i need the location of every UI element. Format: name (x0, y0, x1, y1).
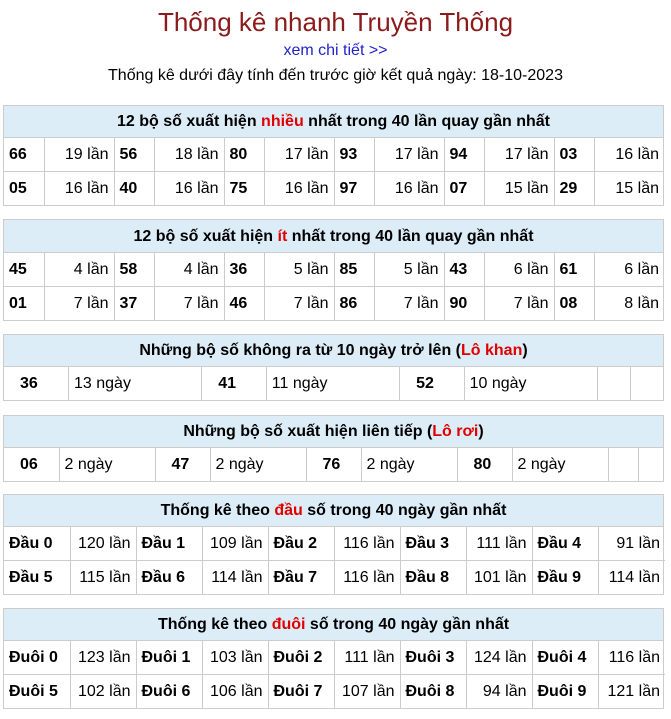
number-cell: 06 (4, 448, 59, 481)
number-cell: 76 (306, 448, 361, 481)
number-cell: 03 (554, 138, 594, 172)
days-cell: 2 ngày (59, 448, 155, 481)
table-row (4, 641, 665, 675)
number-cell: 93 (334, 138, 374, 172)
count-cell: 120 lần (70, 527, 136, 561)
number-cell: 90 (444, 287, 484, 321)
number-cell: 86 (334, 287, 374, 321)
duoi-label-cell: Đuôi 2 (268, 641, 334, 675)
number-cell: 85 (334, 253, 374, 287)
count-cell: 6 lần (594, 253, 664, 287)
dau-label-cell: Đầu 2 (268, 527, 334, 561)
number-cell: 47 (155, 448, 210, 481)
section-heading: Những bộ số không ra từ 10 ngày trở lên (Lô khan) (4, 335, 663, 367)
count-cell: 111 lần (466, 527, 532, 561)
count-cell: 102 lần (70, 675, 136, 709)
duoi-label-cell: Đuôi 1 (136, 641, 202, 675)
count-cell: 8 lần (594, 287, 664, 321)
number-cell: 80 (224, 138, 264, 172)
count-cell: 7 lần (44, 287, 114, 321)
count-cell: 106 lần (202, 675, 268, 709)
duoi-label-cell: Đuôi 3 (400, 641, 466, 675)
table-row (4, 527, 665, 561)
count-cell: 116 lần (598, 641, 665, 675)
count-cell: 103 lần (202, 641, 268, 675)
duoi-label-cell: Đuôi 0 (4, 641, 70, 675)
count-cell: 5 lần (374, 253, 444, 287)
number-cell: 97 (334, 172, 374, 206)
count-cell: 101 lần (466, 561, 532, 595)
count-cell: 16 lần (264, 172, 334, 206)
highlight-word: ít (277, 228, 288, 245)
highlight-word: Lô rơi (432, 423, 479, 440)
count-cell: 123 lần (70, 641, 136, 675)
count-cell: 116 lần (334, 561, 400, 595)
empty-cell (597, 367, 630, 400)
count-cell: 114 lần (202, 561, 268, 595)
count-cell: 116 lần (334, 527, 400, 561)
count-cell: 18 lần (154, 138, 224, 172)
duoi-label-cell: Đuôi 7 (268, 675, 334, 709)
count-cell: 5 lần (264, 253, 334, 287)
lo-khan-table (4, 367, 663, 400)
count-cell: 94 lần (466, 675, 532, 709)
number-cell: 40 (114, 172, 154, 206)
number-cell: 01 (4, 287, 44, 321)
count-cell: 17 lần (264, 138, 334, 172)
highlight-word: đuôi (271, 616, 306, 633)
table-row (4, 172, 664, 206)
least-frequent-section (3, 219, 664, 321)
number-cell: 46 (224, 287, 264, 321)
dau-stats-section (3, 494, 664, 595)
dau-label-cell: Đầu 7 (268, 561, 334, 595)
table-row (4, 561, 665, 595)
section-heading: Thống kê theo đầu số trong 40 ngày gần nhất (4, 495, 663, 527)
lo-roi-section (3, 415, 664, 482)
duoi-label-cell: Đuôi 6 (136, 675, 202, 709)
duoi-label-cell: Đuôi 5 (4, 675, 70, 709)
number-cell: 43 (444, 253, 484, 287)
number-cell: 66 (4, 138, 44, 172)
count-cell: 16 lần (154, 172, 224, 206)
count-cell: 114 lần (598, 561, 665, 595)
count-cell: 4 lần (154, 253, 224, 287)
least-frequent-table (4, 253, 664, 320)
dau-label-cell: Đầu 0 (4, 527, 70, 561)
count-cell: 15 lần (594, 172, 664, 206)
days-cell: 2 ngày (512, 448, 608, 481)
duoi-label-cell: Đuôi 4 (532, 641, 598, 675)
number-cell: 45 (4, 253, 44, 287)
count-cell: 6 lần (484, 253, 554, 287)
lo-khan-section (3, 334, 664, 401)
count-cell: 19 lần (44, 138, 114, 172)
section-heading: 12 bộ số xuất hiện nhiều nhất trong 40 lần quay gần nhất (4, 106, 663, 138)
dau-label-cell: Đầu 3 (400, 527, 466, 561)
section-heading: Thống kê theo đuôi số trong 40 ngày gần nhất (4, 609, 663, 641)
number-cell: 29 (554, 172, 594, 206)
count-cell: 109 lần (202, 527, 268, 561)
table-row (4, 448, 665, 481)
table-row (4, 367, 663, 400)
table-row (4, 287, 664, 321)
count-cell: 7 lần (154, 287, 224, 321)
highlight-word: nhiều (261, 113, 304, 130)
lo-roi-table (4, 448, 665, 481)
days-cell: 2 ngày (361, 448, 457, 481)
number-cell: 07 (444, 172, 484, 206)
page-subtitle: Thống kê dưới đây tính đến trước giờ kết quả ngày: 18-10-2023 (108, 67, 563, 84)
duoi-label-cell: Đuôi 8 (400, 675, 466, 709)
number-cell: 05 (4, 172, 44, 206)
count-cell: 124 lần (466, 641, 532, 675)
table-row (4, 675, 665, 709)
highlight-word: Lô khan (461, 342, 523, 359)
days-cell: 2 ngày (210, 448, 306, 481)
dau-label-cell: Đầu 5 (4, 561, 70, 595)
number-cell: 36 (4, 367, 69, 400)
empty-cell (608, 448, 638, 481)
days-cell: 11 ngày (266, 367, 399, 400)
dau-label-cell: Đầu 4 (532, 527, 598, 561)
count-cell: 7 lần (264, 287, 334, 321)
number-cell: 08 (554, 287, 594, 321)
dau-label-cell: Đầu 6 (136, 561, 202, 595)
table-row (4, 253, 664, 287)
count-cell: 115 lần (70, 561, 136, 595)
number-cell: 61 (554, 253, 594, 287)
count-cell: 107 lần (334, 675, 400, 709)
count-cell: 91 lần (598, 527, 665, 561)
count-cell: 7 lần (484, 287, 554, 321)
number-cell: 52 (400, 367, 465, 400)
count-cell: 16 lần (374, 172, 444, 206)
number-cell: 94 (444, 138, 484, 172)
days-cell: 13 ngày (69, 367, 202, 400)
count-cell: 16 lần (44, 172, 114, 206)
number-cell: 37 (114, 287, 154, 321)
count-cell: 17 lần (484, 138, 554, 172)
number-cell: 80 (457, 448, 512, 481)
highlight-word: đầu (274, 502, 303, 519)
detail-link[interactable]: xem chi tiết >> (283, 42, 388, 59)
dau-stats-table (4, 527, 665, 594)
days-cell: 10 ngày (464, 367, 597, 400)
duoi-stats-table (4, 641, 665, 708)
page-header (0, 0, 671, 86)
count-cell: 17 lần (374, 138, 444, 172)
count-cell: 7 lần (374, 287, 444, 321)
number-cell: 75 (224, 172, 264, 206)
count-cell: 4 lần (44, 253, 114, 287)
most-frequent-table (4, 138, 664, 205)
section-heading: Những bộ số xuất hiện liên tiếp (Lô rơi) (4, 416, 663, 448)
duoi-stats-section (3, 608, 664, 709)
section-heading: 12 bộ số xuất hiện ít nhất trong 40 lần quay gần nhất (4, 220, 663, 253)
number-cell: 56 (114, 138, 154, 172)
empty-cell (630, 367, 663, 400)
number-cell: 58 (114, 253, 154, 287)
count-cell: 15 lần (484, 172, 554, 206)
duoi-label-cell: Đuôi 9 (532, 675, 598, 709)
dau-label-cell: Đầu 9 (532, 561, 598, 595)
count-cell: 121 lần (598, 675, 665, 709)
count-cell: 16 lần (594, 138, 664, 172)
dau-label-cell: Đầu 8 (400, 561, 466, 595)
most-frequent-section (3, 105, 664, 206)
table-row (4, 138, 664, 172)
page-title: Thống kê nhanh Truyền Thống (157, 7, 514, 37)
empty-cell (638, 448, 665, 481)
number-cell: 41 (202, 367, 267, 400)
number-cell: 36 (224, 253, 264, 287)
count-cell: 111 lần (334, 641, 400, 675)
dau-label-cell: Đầu 1 (136, 527, 202, 561)
